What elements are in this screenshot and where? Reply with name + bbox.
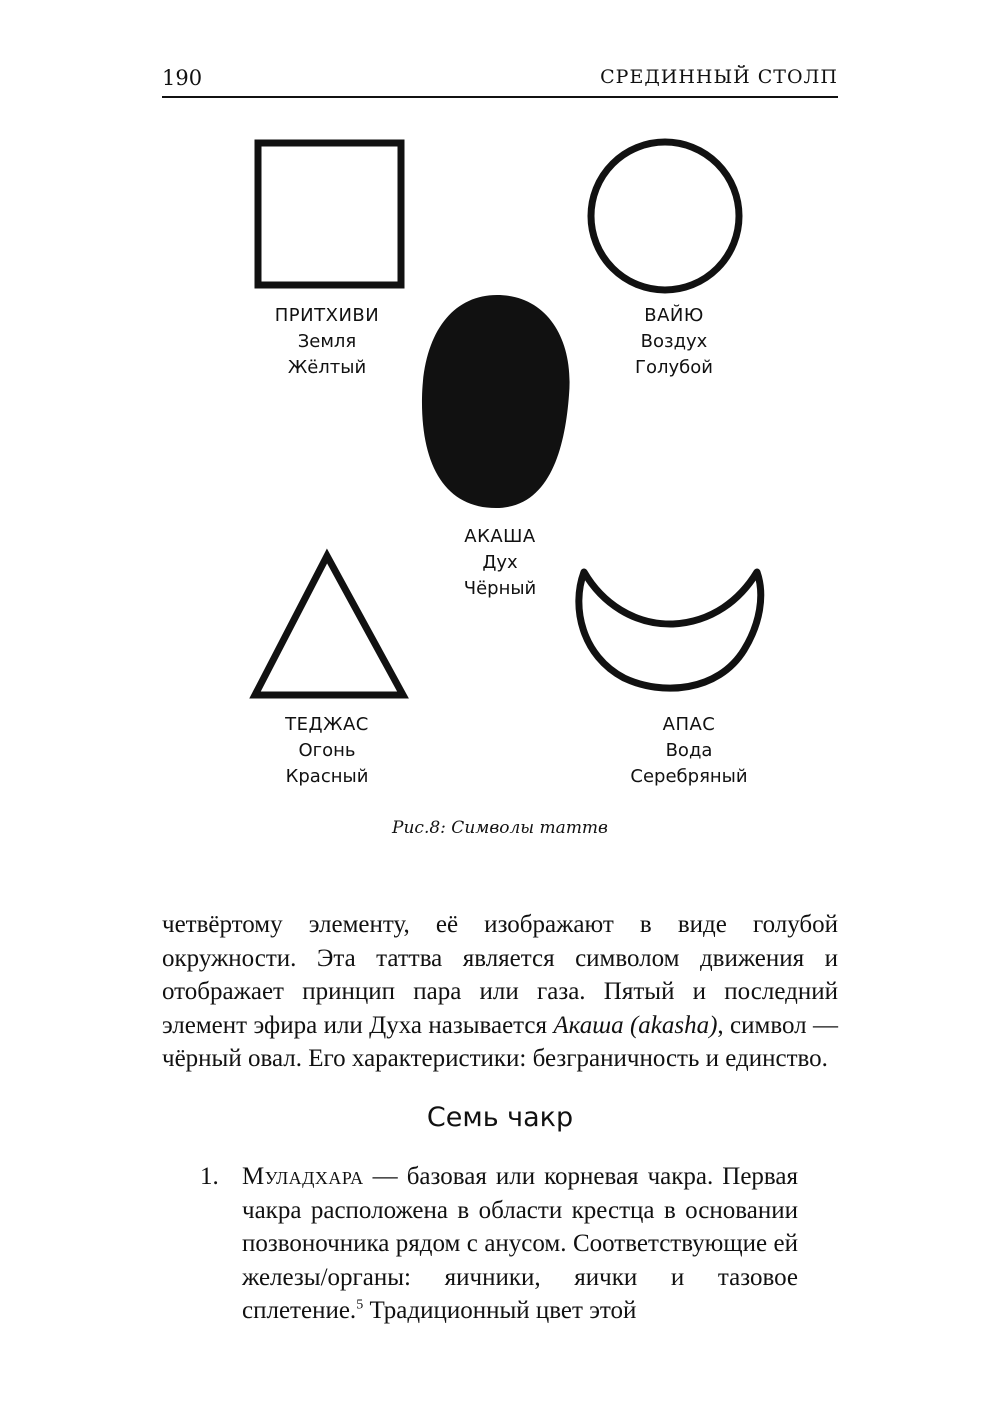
tattva-name: ПРИТХИВИ xyxy=(274,305,380,326)
tattva-name: ТЕДЖАС xyxy=(285,714,369,735)
section-heading: Семь чакр xyxy=(426,1102,574,1133)
body-paragraph xyxy=(162,908,838,1076)
chapter-title: СРЕДИННЫЙ СТОЛП xyxy=(600,66,838,88)
tattva-element: Воздух xyxy=(640,331,708,352)
figure-caption: Рис.8: Символы таттв xyxy=(392,818,608,838)
paragraph-text: четвёртому элементу, её изображают в виде голубой окружности. Эта таттва является символом движения и отображает принцип пара или газа. Пятый и последний элемент эфира или Духа называется xyxy=(162,911,838,1039)
tattva-color: Серебряный xyxy=(630,766,748,787)
paragraph-text: , символ — чёрный овал. Его характеристики: безграничность и единство. xyxy=(162,1011,838,1072)
tattva-label-vayu xyxy=(554,303,794,381)
tattva-label-tejas xyxy=(207,712,447,790)
list-text-part: Традиционный цвет этой xyxy=(363,1297,637,1324)
list-text-part: — базовая или корневая чакра. Первая чакра расположена в области крестца в основании позвоночника рядом с анусом. Соответствующие ей железы/органы: яичники, яички и тазовое сплетение. xyxy=(242,1163,798,1324)
chakra-term: Муладхара xyxy=(242,1163,364,1190)
tattva-color: Голубой xyxy=(635,357,713,378)
tattva-name: АПАС xyxy=(662,714,716,735)
square-icon xyxy=(258,143,401,285)
tattva-label-apas xyxy=(569,712,809,790)
tattva-color: Красный xyxy=(285,766,369,787)
tattva-name: ВАЙЮ xyxy=(644,305,704,326)
tattva-color: Чёрный xyxy=(463,578,537,599)
tattva-color: Жёлтый xyxy=(287,357,367,378)
tattva-element: Вода xyxy=(665,740,713,761)
footnote-marker[interactable]: 5 xyxy=(356,1297,364,1313)
circle-icon xyxy=(591,142,739,290)
tattva-element: Огонь xyxy=(298,740,356,761)
list-number: 1. xyxy=(200,1163,219,1190)
page-number: 190 xyxy=(162,66,203,90)
tattva-element: Дух xyxy=(482,552,518,573)
paragraph-emphasis: Акаша (akasha) xyxy=(553,1011,718,1039)
tattva-label-akasha xyxy=(380,524,620,602)
tattva-name: АКАША xyxy=(464,526,536,547)
tattva-element: Земля xyxy=(297,331,357,352)
list-text xyxy=(242,1160,798,1328)
tattva-label-prithivi xyxy=(207,303,447,381)
